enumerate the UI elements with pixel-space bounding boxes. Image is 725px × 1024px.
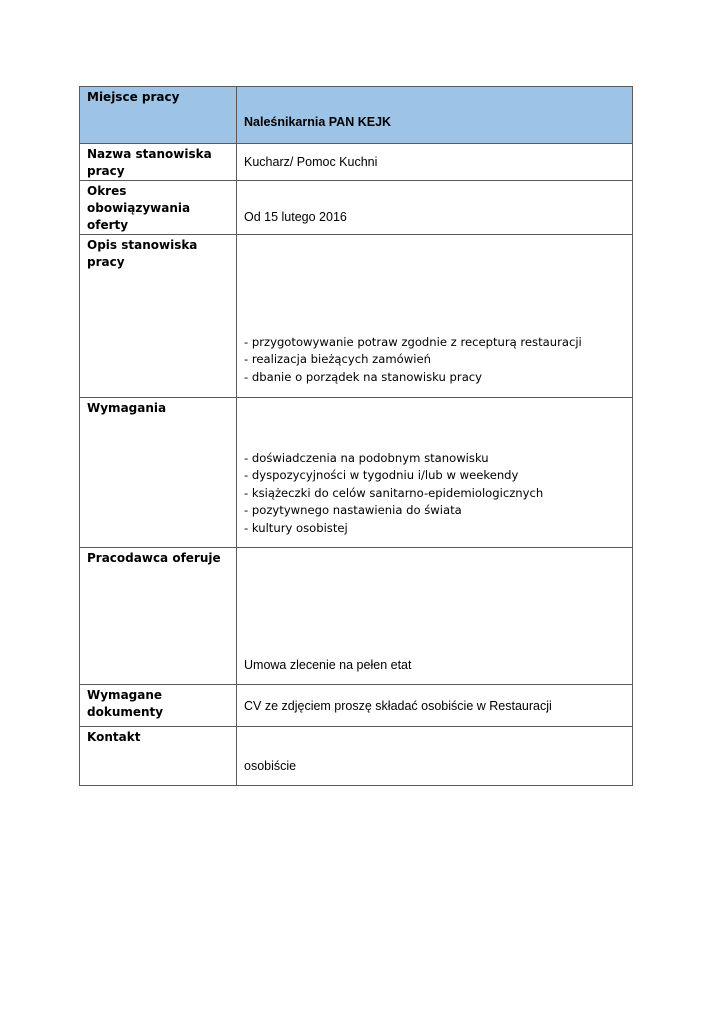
validity-period-value-cell: [237, 181, 633, 235]
required-documents-value: CV ze zdjęciem proszę składać osobiście w Restauracji: [244, 699, 552, 713]
employer-offers-value-cell: [237, 548, 633, 685]
job-offer-table: [79, 86, 633, 786]
job-description-label-cell: [80, 235, 237, 398]
validity-period-label: Okres obowiązywania oferty: [87, 184, 191, 232]
contact-value-cell: [237, 727, 633, 786]
position-name-value-cell: [237, 144, 633, 181]
employer-offers-value: Umowa zlecenie na pełen etat: [244, 658, 412, 672]
workplace-label: Miejsce pracy: [87, 90, 180, 104]
requirement-item: - doświadczenia na podobnym stanowisku: [244, 450, 489, 465]
job-description-value-cell: [237, 235, 633, 398]
row-validity-period: [80, 181, 633, 235]
required-documents-label: Wymagane dokumenty: [87, 688, 164, 719]
workplace-value-cell: [237, 87, 633, 144]
row-contact: [80, 727, 633, 786]
job-description-line: - realizacja bieżących zamówień: [244, 352, 431, 366]
required-documents-value-cell: [237, 685, 633, 727]
employer-offers-label-cell: [80, 548, 237, 685]
row-required-documents: [80, 685, 633, 727]
workplace-value: Naleśnikarnia PAN KEJK: [244, 115, 392, 129]
row-workplace: [80, 87, 633, 144]
row-requirements: [80, 398, 633, 548]
workplace-label-cell: [80, 87, 237, 144]
row-employer-offers: [80, 548, 633, 685]
requirement-item: - kultury osobistej: [244, 520, 348, 535]
job-description-line: - dbanie o porządek na stanowisku pracy: [244, 369, 483, 384]
contact-value: osobiście: [244, 759, 297, 773]
required-documents-label-cell: [80, 685, 237, 727]
validity-period-label-cell: [80, 181, 237, 235]
row-position-name: [80, 144, 633, 181]
requirements-label: Wymagania: [87, 401, 167, 415]
requirement-item: - książeczki do celów sanitarno-epidemiologicznych: [244, 485, 544, 500]
requirements-value-cell: [237, 398, 633, 548]
position-name-label: Nazwa stanowiska pracy: [87, 147, 212, 178]
contact-label: Kontakt: [87, 730, 141, 744]
contact-label-cell: [80, 727, 237, 786]
row-job-description: [80, 235, 633, 398]
requirement-item: - dyspozycyjności w tygodniu i/lub w weekendy: [244, 468, 519, 482]
validity-period-value: Od 15 lutego 2016: [244, 210, 347, 224]
position-name-value: Kucharz/ Pomoc Kuchni: [244, 155, 378, 169]
job-description-line: - przygotowywanie potraw zgodnie z recepturą restauracji: [244, 334, 582, 349]
requirement-item: - pozytywnego nastawienia do świata: [244, 503, 462, 517]
employer-offers-label: Pracodawca oferuje: [87, 551, 221, 565]
position-name-label-cell: [80, 144, 237, 181]
requirements-label-cell: [80, 398, 237, 548]
job-description-label: Opis stanowiska pracy: [87, 238, 198, 269]
